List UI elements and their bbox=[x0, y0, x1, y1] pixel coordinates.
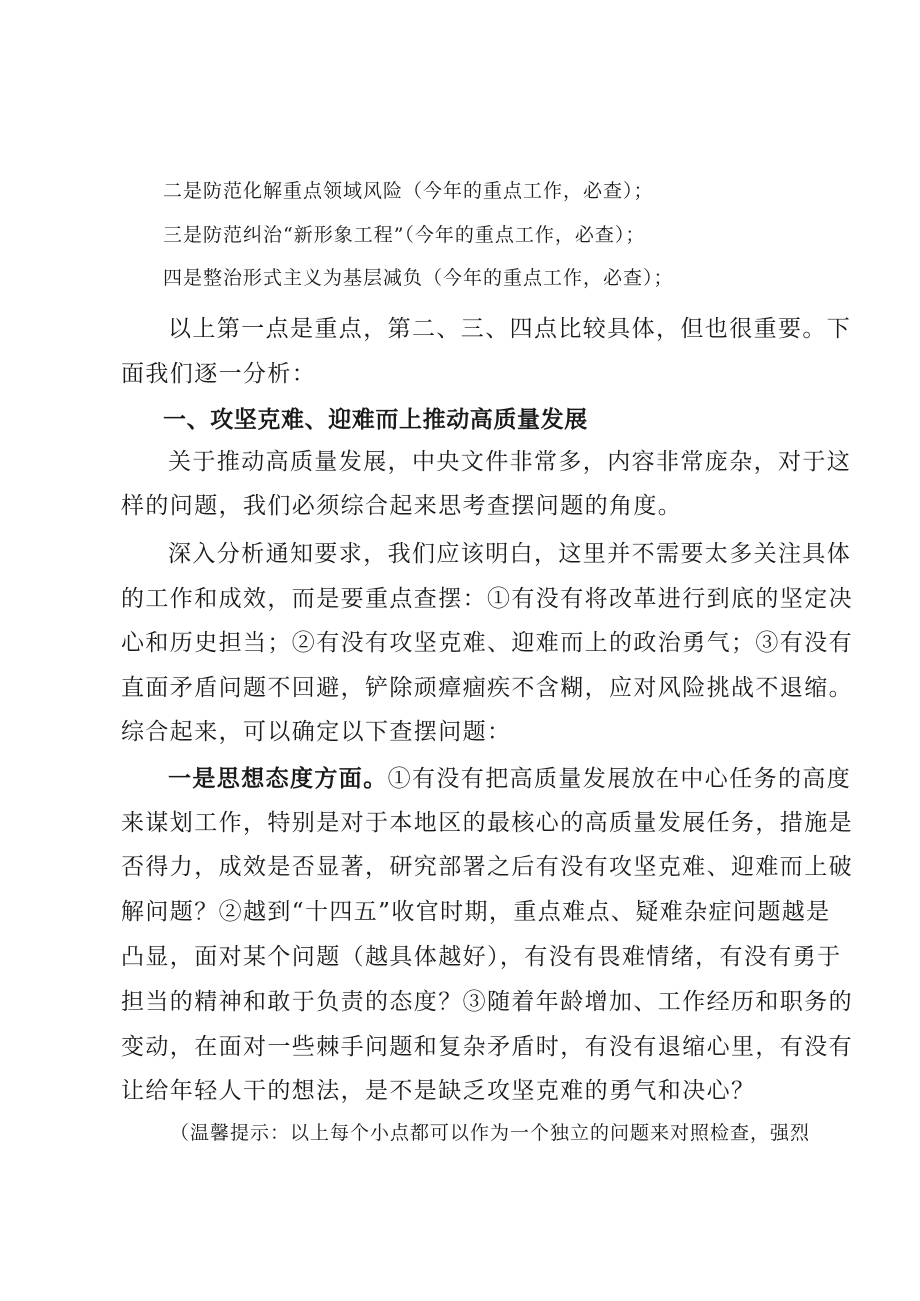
tip-line: （温馨提示：以上每个小点都可以作为一个独立的问题来对照检查，强烈 bbox=[170, 1122, 811, 1144]
paragraph-line: 变动，在面对一些棘手问题和复杂矛盾时，有没有退缩心里，有没有 bbox=[121, 1034, 853, 1060]
section-heading: 一、攻坚克难、迎难而上推动高质量发展 bbox=[163, 407, 588, 433]
paragraph-line: 以上第一点是重点，第二、三、四点比较具体，但也很重要。下 bbox=[168, 316, 852, 342]
paragraph-line: 面我们逐一分析： bbox=[121, 361, 317, 387]
paragraph-line: 否得力，成效是否显著，研究部署之后有没有攻坚克难、迎难而上破 bbox=[121, 854, 853, 880]
list-item: 三是防范纠治“新形象工程”（今年的重点工作，必查）； bbox=[163, 224, 646, 246]
paragraph-line: 样的问题，我们必须综合起来思考查摆问题的角度。 bbox=[121, 493, 683, 519]
paragraph-line: 关于推动高质量发展，中央文件非常多，内容非常庞杂，对于这 bbox=[168, 449, 852, 475]
paragraph-line: 心和历史担当；②有没有攻坚克难、迎难而上的政治勇气；③有没有 bbox=[121, 630, 853, 656]
paragraph-line bbox=[168, 760, 851, 793]
paragraph-line: 的工作和成效，而是要重点查摆：①有没有将改革进行到底的坚定决 bbox=[121, 586, 853, 612]
list-item: 四是整治形式主义为基层减负（今年的重点工作，必查）； bbox=[163, 267, 674, 289]
paragraph-line: 来谋划工作，特别是对于本地区的最核心的高质量发展任务，措施是 bbox=[121, 810, 853, 836]
list-item: 二是防范化解重点领域风险（今年的重点工作，必查）； bbox=[163, 180, 654, 202]
paragraph-line: 解问题？②越到“十四五”收官时期，重点难点、疑难杂症问题越是 bbox=[121, 899, 831, 925]
paragraph-line: 综合起来，可以确定以下查摆问题： bbox=[121, 719, 512, 745]
paragraph-line: 担当的精神和敢于负责的态度？③随着年龄增加、工作经历和职务的 bbox=[121, 989, 853, 1015]
paragraph-line: 直面矛盾问题不回避，铲除顽瘴痼疾不含糊，应对风险挑战不退缩。 bbox=[121, 675, 853, 701]
paragraph-text: ①有没有把高质量发展放在中心任务的高度 bbox=[387, 766, 852, 792]
paragraph-line: 让给年轻人干的想法，是不是缺乏攻坚克难的勇气和决心？ bbox=[121, 1078, 756, 1104]
bold-lead: 一是思想态度方面。 bbox=[168, 766, 388, 792]
paragraph-line: 凸显，面对某个问题（越具体越好），有没有畏难情绪，有没有勇于 bbox=[121, 944, 842, 970]
paragraph-line: 深入分析通知要求，我们应该明白，这里并不需要太多关注具体 bbox=[168, 541, 852, 567]
